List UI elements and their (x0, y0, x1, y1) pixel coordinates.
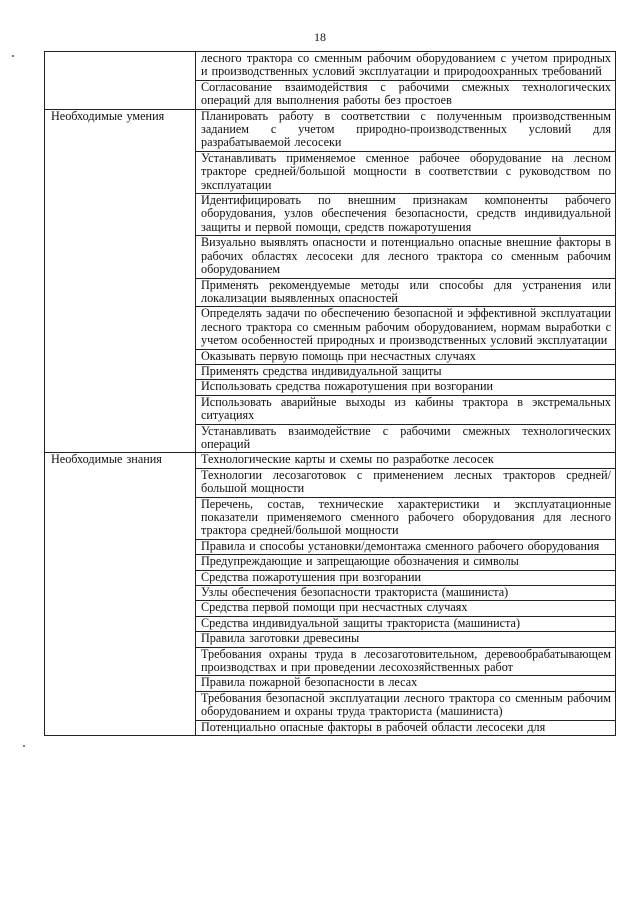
requirement-item: Технологии лесозаготовок с применением лесных тракторов средней/большой мощности (196, 468, 616, 497)
page-number: 18 (314, 30, 326, 44)
requirement-item: Использовать средства пожаротушения при возгорании (196, 380, 616, 395)
table-row (45, 52, 616, 81)
requirement-item: Перечень, состав, технические характеристики и эксплуатационные показатели применяемого сменного рабочего оборудования для лесного трактора средней/большой мощности (196, 497, 616, 539)
requirement-item: Узлы обеспечения безопасности тракториста (машиниста) (196, 586, 616, 601)
requirement-item: Потенциально опасные факторы в рабочей области лесосеки для (196, 720, 616, 735)
table-row (45, 453, 616, 468)
table-row (45, 109, 616, 151)
scan-speck (12, 55, 14, 57)
requirement-item: Средства первой помощи при несчастных случаях (196, 601, 616, 616)
section-label: Необходимые умения (45, 109, 196, 453)
requirement-item: Применять средства индивидуальной защиты (196, 364, 616, 379)
requirement-item: Визуально выявлять опасности и потенциально опасные внешние факторы в рабочих областях лесосеки для лесного трактора со сменным рабочим оборудованием (196, 236, 616, 278)
requirement-item: Технологические карты и схемы по разработке лесосек (196, 453, 616, 468)
requirements-table-body (45, 52, 616, 736)
requirement-item: Использовать аварийные выходы из кабины трактора в экстремальных ситуациях (196, 395, 616, 424)
requirement-item: Предупреждающие и запрещающие обозначения и символы (196, 555, 616, 570)
section-label (45, 52, 196, 110)
requirement-item: Средства пожаротушения при возгорании (196, 570, 616, 585)
section-label: Необходимые знания (45, 453, 196, 736)
requirement-item: Применять рекомендуемые методы или способы для устранения или локализации выявленных опасностей (196, 278, 616, 307)
requirement-item: Оказывать первую помощь при несчастных случаях (196, 349, 616, 364)
requirement-item: Планировать работу в соответствии с полученным производственным заданием с учетом природно-производственных условий для разрабатываемой лесосеки (196, 109, 616, 151)
requirement-item: Правила заготовки древесины (196, 632, 616, 647)
requirement-item: Требования безопасной эксплуатации лесного трактора со сменным рабочим оборудованием и охраны труда тракториста (машиниста) (196, 691, 616, 720)
requirement-item: Правила пожарной безопасности в лесах (196, 676, 616, 691)
requirement-item: Требования охраны труда в лесозаготовительном, деревообрабатывающем производствах и при проведении лесохозяйственных работ (196, 647, 616, 676)
requirement-item: лесного трактора со сменным рабочим оборудованием с учетом природных и производственных условий эксплуатации и природоохранных требований (196, 52, 616, 81)
requirement-item: Правила и способы установки/демонтажа сменного рабочего оборудования (196, 539, 616, 554)
requirements-table (44, 51, 616, 736)
requirement-item: Определять задачи по обеспечению безопасной и эффективной эксплуатации лесного трактора со сменным рабочим оборудованием, нормам выработки с учетом особенностей природных и производственных условий эксплуатации (196, 307, 616, 349)
requirement-item: Идентифицировать по внешним признакам компоненты рабочего оборудования, узлов обеспечения безопасности, средств индивидуальной защиты и первой помощи, средств пожаротушения (196, 194, 616, 236)
requirement-item: Согласование взаимодействия с рабочими смежных технологических операций для выполнения работы без простоев (196, 80, 616, 109)
requirement-item: Устанавливать применяемое сменное рабочее оборудование на лесном тракторе средней/большой мощности в соответствии с руководством по эксплуатации (196, 151, 616, 193)
scan-speck (23, 745, 25, 747)
requirement-item: Средства индивидуальной защиты тракториста (машиниста) (196, 616, 616, 631)
requirement-item: Устанавливать взаимодействие с рабочими смежных технологических операций (196, 424, 616, 453)
